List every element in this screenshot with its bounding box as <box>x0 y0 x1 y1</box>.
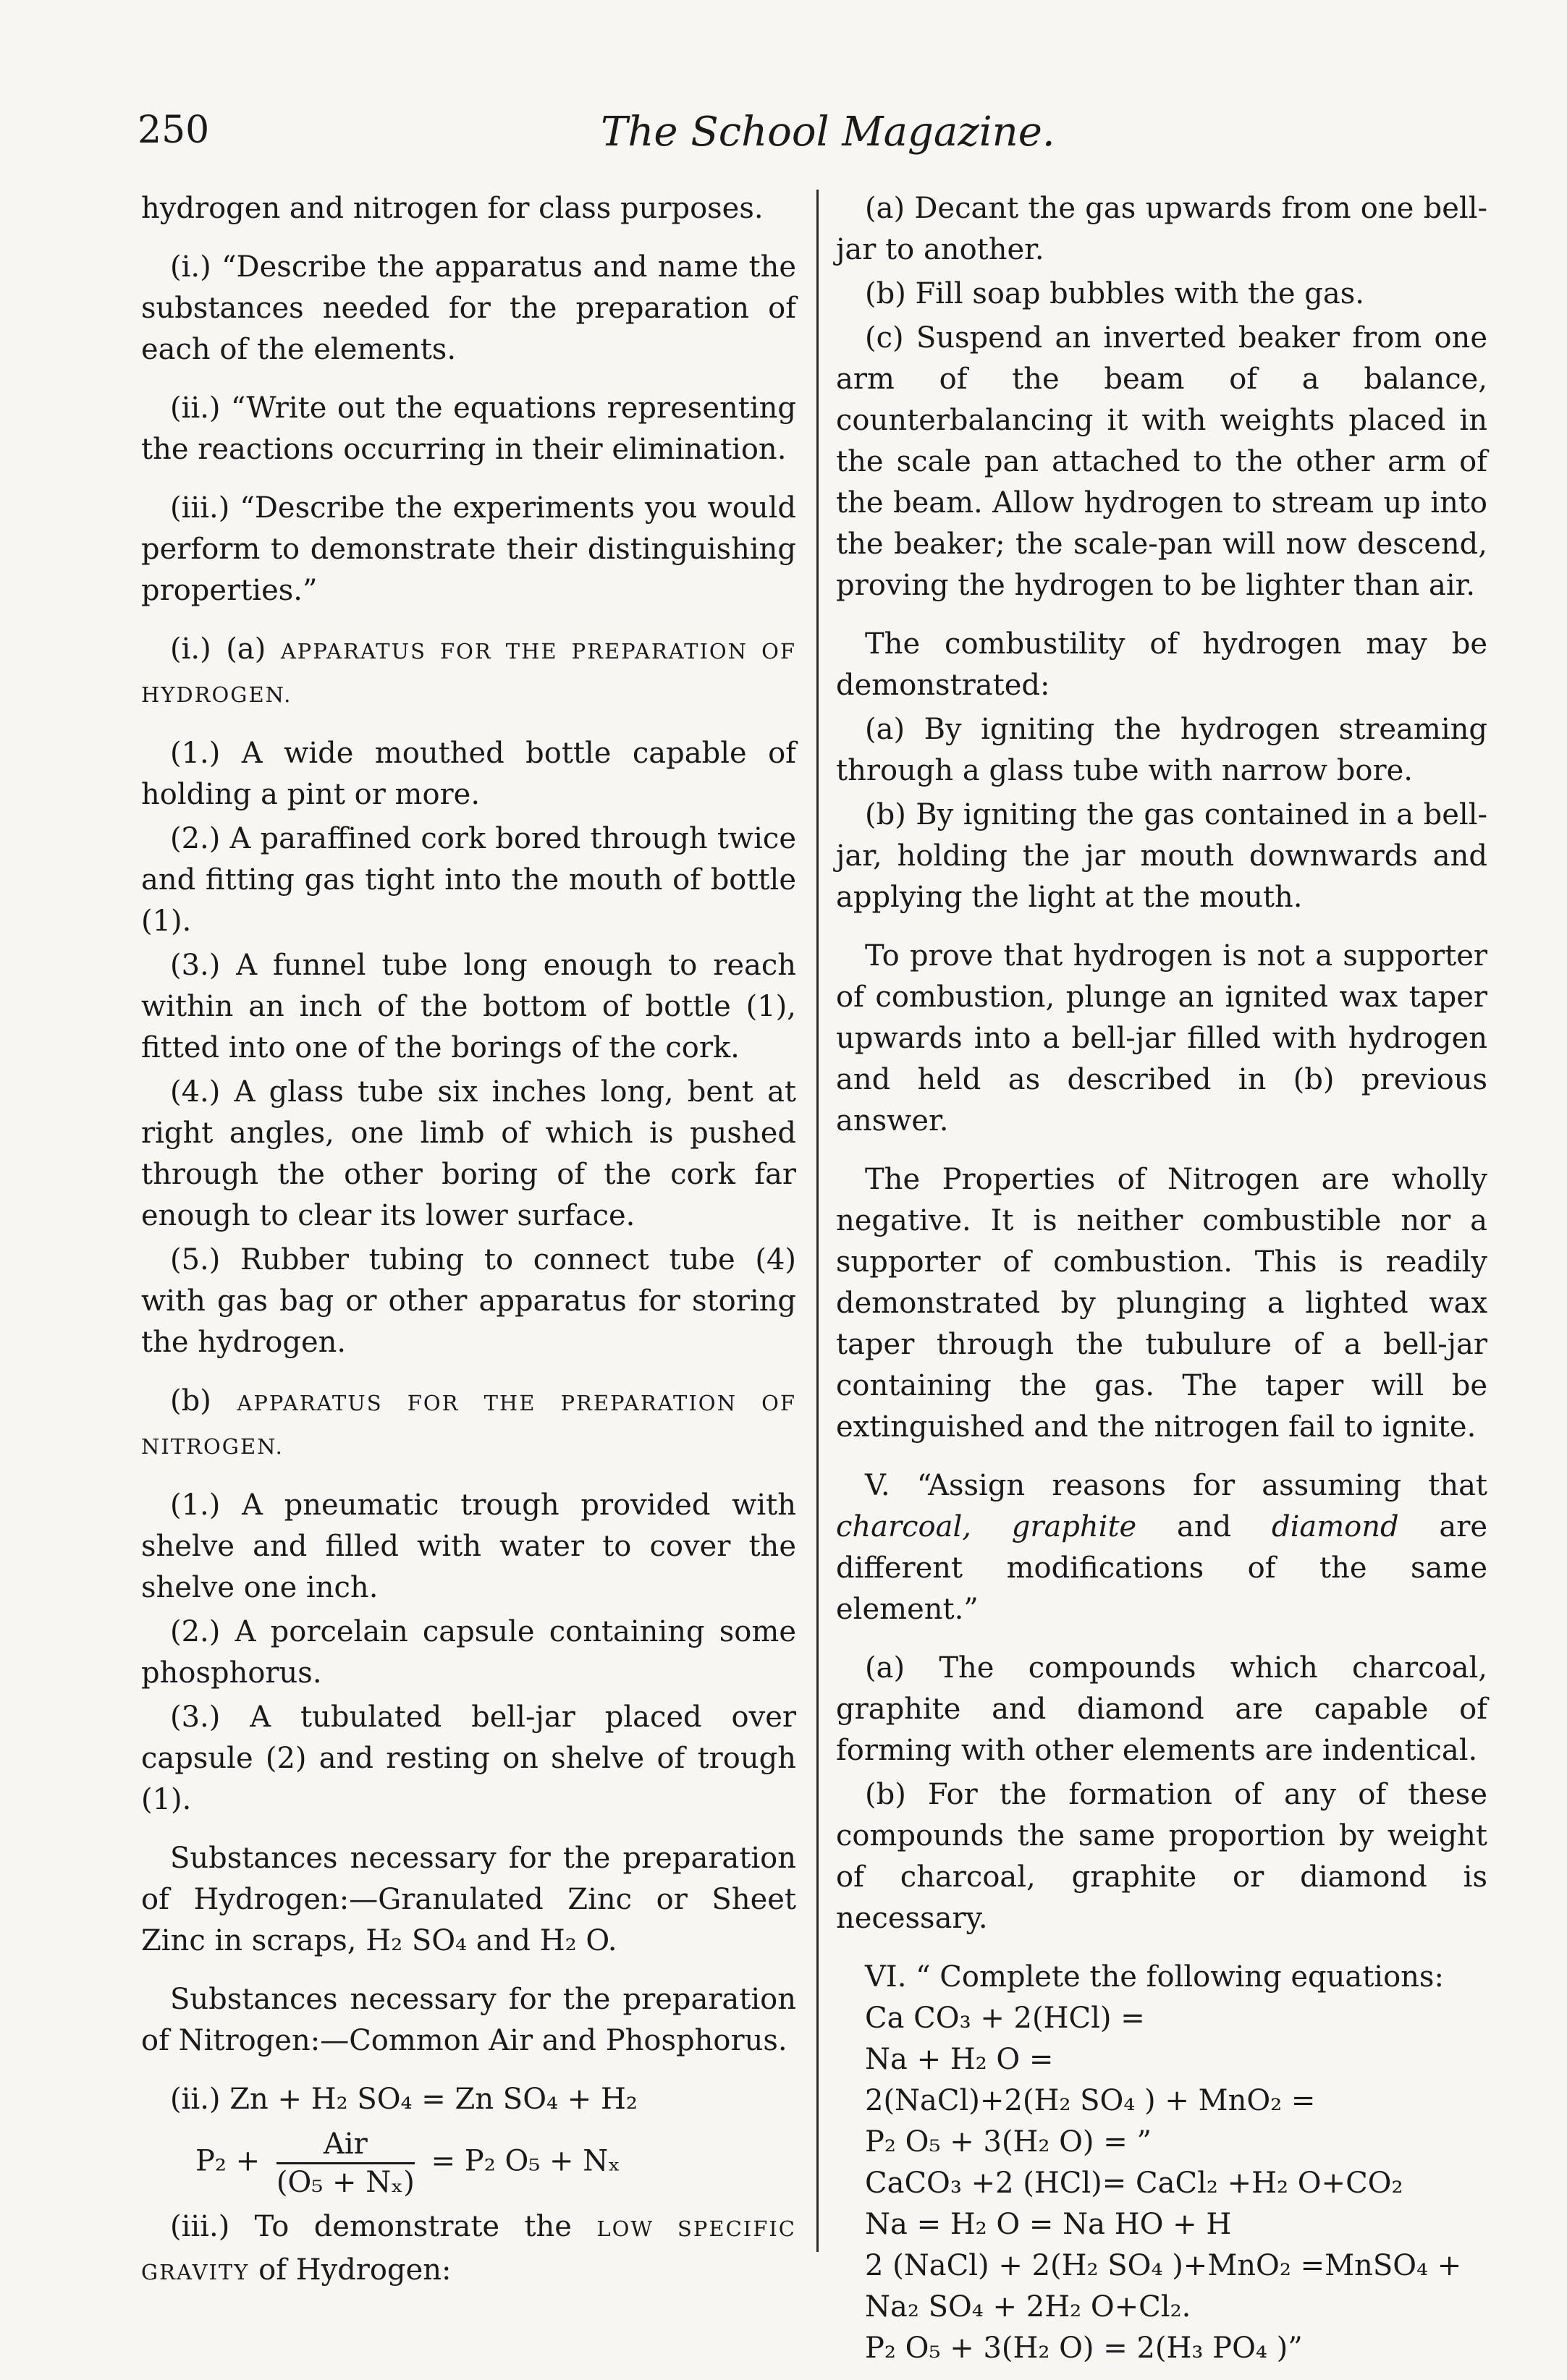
list-item: (1.) A pneumatic trough provided with shelve and filled with water to cover the shelve one inch. <box>141 1488 796 1604</box>
paragraph: (b) Fill soap bubbles with the gas. <box>865 277 1364 310</box>
heading-prefix: (i.) (a) <box>170 632 266 666</box>
equation-line: VI. “ Complete the following equations: <box>865 1960 1444 1994</box>
italic-text: diamond <box>1271 1510 1399 1543</box>
heading-text: APPARATUS FOR THE PREPARATION OF NITROGEN. <box>141 1391 796 1459</box>
paragraph: (iii.) “Describe the experiments you would perform to demonstrate their distinguishing properties.” <box>141 491 796 607</box>
right-column <box>836 188 1487 2369</box>
paragraph: (a) By igniting the hydrogen streaming through a glass tube with narrow bore. <box>836 713 1487 787</box>
equation-line: P₂ O₅ + 3(H₂ O) = 2(H₃ PO₄ )” <box>865 2332 1303 2365</box>
fraction <box>276 2126 415 2201</box>
list-item: (2.) A porcelain capsule containing some phosphorus. <box>141 1615 796 1690</box>
fraction-denominator: (O₅ + Nₓ) <box>276 2166 415 2199</box>
page-number: 250 <box>138 109 210 152</box>
equation: (ii.) Zn + H₂ SO₄ = Zn SO₄ + H₂ <box>170 2083 638 2116</box>
column-divider <box>816 190 819 2252</box>
section-heading <box>141 629 796 716</box>
paragraph: hydrogen and nitrogen for class purposes. <box>141 192 764 225</box>
equation-line: Na + H₂ O = <box>865 2043 1054 2076</box>
equation-line: 2 (NaCl) + 2(H₂ SO₄ )+MnO₂ =MnSO₄ + <box>865 2249 1462 2282</box>
running-title: The School Magazine. <box>601 109 1055 156</box>
paragraph: Substances necessary for the preparation of Hydrogen:—Granulated Zinc or Sheet Zinc in scraps, H₂ SO₄ and H₂ O. <box>141 1842 796 1957</box>
paragraph <box>141 2206 796 2293</box>
list-item: (3.) A tubulated bell-jar placed over capsule (2) and resting on shelve of trough (1). <box>141 1701 796 1816</box>
paragraph: The combustility of hydrogen may be demonstrated: <box>836 627 1487 702</box>
equation-line: Ca CO₃ + 2(HCl) = <box>865 2002 1145 2035</box>
paragraph: (i.) “Describe the apparatus and name the substances needed for the preparation of each of the elements. <box>141 250 796 366</box>
equation-line: Na₂ SO₄ + 2H₂ O+Cl₂. <box>865 2290 1191 2324</box>
question-v <box>836 1465 1487 1630</box>
small-caps-text: LOW SPECIFIC GRAVITY <box>141 2216 796 2284</box>
equation-line: 2(NaCl)+2(H₂ SO₄ ) + MnO₂ = <box>865 2084 1316 2117</box>
equation-line: Na = H₂ O = Na HO + H <box>865 2208 1232 2241</box>
text: are different modifications of the same element.” <box>836 1510 1487 1626</box>
text: of Hydrogen: <box>258 2253 452 2287</box>
equation-left: P₂ + <box>195 2144 261 2178</box>
list-item: (1.) A wide mouthed bottle capable of holding a pint or more. <box>141 737 796 811</box>
paragraph: (a) The compounds which charcoal, graphite and diamond are capable of forming with other elements are indentical. <box>836 1651 1487 1767</box>
equation-line: P₂ O₅ + 3(H₂ O) = ” <box>865 2125 1152 2159</box>
equation-fraction <box>141 2126 796 2201</box>
list-item: (3.) A funnel tube long enough to reach within an inch of the bottom of bottle (1), fitted into one of the borings of the cork. <box>141 949 796 1064</box>
heading-text: APPARATUS FOR THE PREPARATION OF HYDROGEN. <box>141 639 796 707</box>
italic-text: charcoal, graphite <box>836 1510 1137 1543</box>
equation-right: = P₂ O₅ + Nₓ <box>431 2144 621 2178</box>
equation-line: CaCO₃ +2 (HCl)= CaCl₂ +H₂ O+CO₂ <box>865 2167 1403 2200</box>
text: (iii.) To demonstrate the <box>170 2210 572 2243</box>
paragraph: (b) For the formation of any of these compounds the same proportion by weight of charcoal, graphite or diamond is necessary. <box>836 1778 1487 1935</box>
paragraph: The Properties of Nitrogen are wholly negative. It is neither combustible nor a supporter of combustion. This is readily demonstrated by plunging a lighted wax taper through the tubulure of a bell-jar containing the gas. The taper will be extinguished and the nitrogen fail to ignite. <box>836 1163 1487 1444</box>
paragraph: (b) By igniting the gas contained in a bell-jar, holding the jar mouth downwards and applying the light at the mouth. <box>836 798 1487 914</box>
list-item: (5.) Rubber tubing to connect tube (4) with gas bag or other apparatus for storing the hydrogen. <box>141 1243 796 1359</box>
fraction-numerator: Air <box>276 2126 415 2164</box>
text: V. “Assign reasons for assuming that <box>865 1469 1487 1502</box>
section-heading <box>141 1381 796 1468</box>
heading-prefix: (b) <box>170 1384 211 1418</box>
text: and <box>1176 1510 1232 1543</box>
paragraph: Substances necessary for the preparation of Nitrogen:—Common Air and Phosphorus. <box>141 1983 796 2057</box>
paragraph: (c) Suspend an inverted beaker from one arm of the beam of a balance, counterbalancing it with weights placed in the scale pan attached to the other arm of the beam. Allow hydrogen to stream up into the beaker; the scale-pan will now descend, proving the hydrogen to be lighter than air. <box>836 321 1487 602</box>
paragraph: (ii.) “Write out the equations representing the reactions occurring in their elimination. <box>141 391 796 466</box>
left-column <box>141 188 796 2311</box>
paragraph: (a) Decant the gas upwards from one bell-jar to another. <box>836 192 1487 266</box>
page-header <box>138 109 1477 159</box>
list-item: (2.) A paraffined cork bored through twice and fitting gas tight into the mouth of bottle (1). <box>141 822 796 938</box>
equation-list <box>836 1957 1487 2369</box>
paragraph: To prove that hydrogen is not a supporter of combustion, plunge an ignited wax taper upwards into a bell-jar filled with hydrogen and held as described in (b) previous answer. <box>836 939 1487 1138</box>
list-item: (4.) A glass tube six inches long, bent at right angles, one limb of which is pushed through the other boring of the cork far enough to clear its lower surface. <box>141 1075 796 1232</box>
